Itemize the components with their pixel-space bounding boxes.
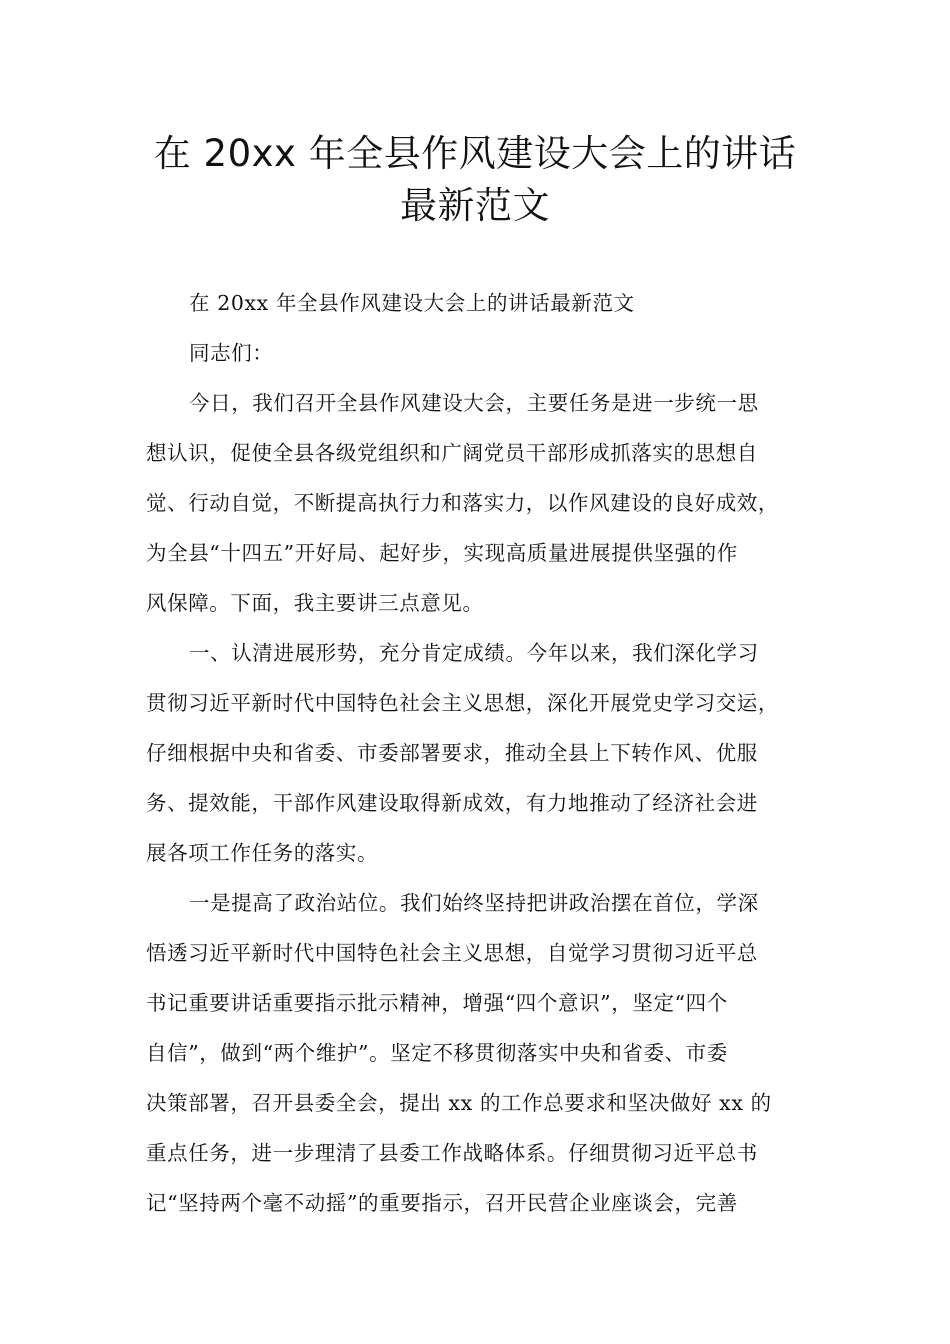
body-line: 一是提高了政治站位。我们始终坚持把讲政治摆在首位，学深 — [189, 891, 759, 915]
body-line: 自信”，做到“两个维护”。坚定不移贯彻落实中央和省委、市委 — [146, 1041, 728, 1065]
body-line: 仔细根据中央和省委、市委部署要求，推动全县上下转作风、优服 — [146, 741, 758, 765]
body-line: 风保障。下面，我主要讲三点意见。 — [146, 591, 484, 615]
body-line: 贯彻习近平新时代中国特色社会主义思想，深化开展党史学习交运， — [146, 691, 779, 715]
body-line: 同志们： — [189, 341, 274, 365]
body-line: 书记重要讲话重要指示批示精神，增强“四个意识”，坚定“四个 — [146, 991, 728, 1015]
body-line: 重点任务，进一步理清了县委工作战略体系。仔细贯彻习近平总书 — [146, 1141, 758, 1165]
body-line: 展各项工作任务的落实。 — [146, 841, 379, 865]
body-line: 一、认清进展形势，充分肯定成绩。今年以来，我们深化学习 — [189, 641, 759, 665]
document-title-line-1: 在 20xx 年全县作风建设大会上的讲话 — [153, 132, 797, 175]
body-line: 今日，我们召开全县作风建设大会，主要任务是进一步统一思 — [189, 391, 759, 415]
body-line: 想认识，促使全县各级党组织和广阔党员干部形成抓落实的思想自 — [146, 441, 758, 465]
body-line: 悟透习近平新时代中国特色社会主义思想，自觉学习贯彻习近平总 — [146, 941, 758, 965]
body-line: 为全县“十四五”开好局、起好步，实现高质量进展提供坚强的作 — [146, 541, 738, 565]
body-line: 记“坚持两个毫不动摇”的重要指示，召开民营企业座谈会，完善 — [146, 1191, 738, 1215]
body-line: 务、提效能，干部作风建设取得新成效，有力地推动了经济社会进 — [146, 791, 758, 815]
document-body — [146, 278, 836, 1228]
body-line: 觉、行动自觉，不断提高执行力和落实力，以作风建设的良好成效， — [146, 491, 779, 515]
document-title-line-2: 最新范文 — [400, 184, 550, 227]
body-line: 决策部署，召开县委全会，提出 xx 的工作总要求和坚决做好 xx 的 — [146, 1091, 772, 1115]
body-line: 在 20xx 年全县作风建设大会上的讲话最新范文 — [189, 291, 635, 315]
